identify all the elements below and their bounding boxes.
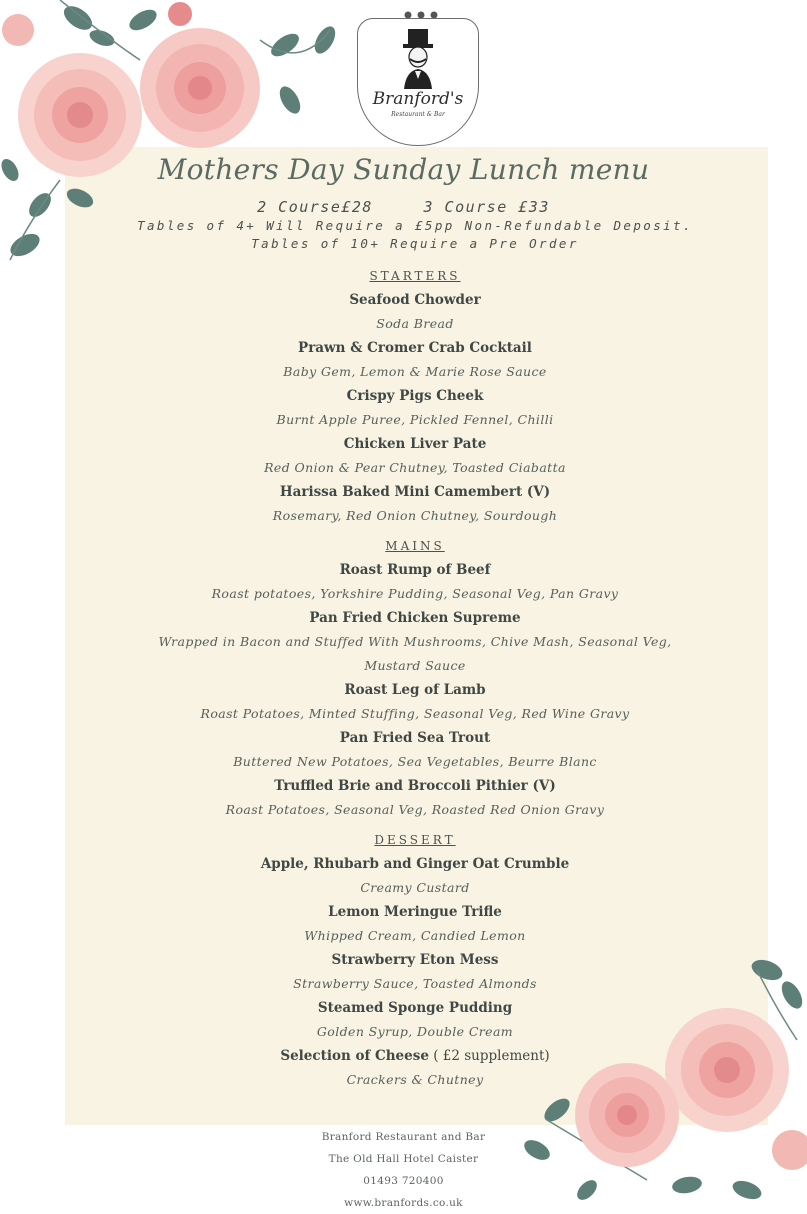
main-description-continued: Mustard Sauce — [364, 658, 466, 673]
main-name: Pan Fried Sea Trout — [339, 730, 491, 746]
starters-heading: STARTERS — [369, 269, 461, 283]
footer — [0, 1126, 807, 1214]
main-description: Wrapped in Bacon and Stuffed With Mushrooms, Chive Mash, Seasonal Veg, — [158, 634, 672, 649]
two-course-price: 2 Course£28 — [257, 198, 373, 216]
starter-name: Prawn & Cromer Crab Cocktail — [298, 340, 532, 356]
footer-phone: 01493 720400 — [363, 1175, 444, 1187]
dessert-name: Selection of Cheese — [280, 1048, 429, 1064]
dessert-heading: DESSERT — [374, 833, 456, 847]
main-name: Roast Rump of Beef — [339, 562, 491, 578]
menu-title: Mothers Day Sunday Lunch menu — [157, 153, 650, 186]
starter-description: Baby Gem, Lemon & Marie Rose Sauce — [283, 364, 547, 379]
restaurant-logo — [357, 18, 479, 146]
supplement-note: ( £2 supplement) — [428, 1048, 550, 1064]
dessert-name: Apple, Rhubarb and Ginger Oat Crumble — [260, 856, 570, 872]
dessert-description: Strawberry Sauce, Toasted Almonds — [293, 976, 537, 991]
dessert-list — [0, 852, 807, 1092]
mains-list — [0, 558, 807, 822]
main-name: Truffled Brie and Broccoli Pithier (V) — [274, 778, 556, 794]
starter-description: Soda Bread — [376, 316, 454, 331]
footer-website-link[interactable]: www.branfords.co.uk — [344, 1197, 463, 1209]
price-line — [0, 198, 807, 216]
preorder-note: Tables of 10+ Require a Pre Order — [251, 236, 579, 251]
starter-name: Chicken Liver Pate — [343, 436, 487, 452]
main-name: Roast Leg of Lamb — [344, 682, 486, 698]
logo-subtitle: Restaurant & Bar — [391, 111, 445, 118]
dessert-name: Lemon Meringue Trifle — [328, 904, 502, 920]
dessert-name: Steamed Sponge Pudding — [317, 1000, 513, 1016]
dessert-description: Creamy Custard — [360, 880, 470, 895]
top-hat-gentleman-icon — [398, 27, 438, 89]
starters-list — [0, 288, 807, 528]
logo-name: Branford's — [372, 89, 464, 109]
main-description: Roast Potatoes, Seasonal Veg, Roasted Red Onion Gravy — [225, 802, 605, 817]
main-name: Pan Fried Chicken Supreme — [309, 610, 521, 626]
starter-description: Rosemary, Red Onion Chutney, Sourdough — [272, 508, 558, 523]
deposit-note: Tables of 4+ Will Require a £5pp Non-Refundable Deposit. — [137, 218, 693, 233]
starter-name: Crispy Pigs Cheek — [346, 388, 484, 404]
starter-description: Red Onion & Pear Chutney, Toasted Ciabatta — [264, 460, 566, 475]
footer-address: The Old Hall Hotel Caister — [328, 1153, 479, 1165]
starter-name: Harissa Baked Mini Camembert (V) — [279, 484, 551, 500]
dessert-description: Crackers & Chutney — [346, 1072, 484, 1087]
footer-restaurant-name: Branford Restaurant and Bar — [321, 1131, 486, 1143]
dessert-name: Strawberry Eton Mess — [331, 952, 499, 968]
mains-heading: MAINS — [385, 539, 445, 553]
starter-name: Seafood Chowder — [349, 292, 481, 308]
dessert-description: Whipped Cream, Candied Lemon — [304, 928, 526, 943]
dessert-description: Golden Syrup, Double Cream — [316, 1024, 514, 1039]
starter-description: Burnt Apple Puree, Pickled Fennel, Chilli — [276, 412, 554, 427]
main-description: Roast Potatoes, Minted Stuffing, Seasonal Veg, Red Wine Gravy — [200, 706, 630, 721]
dessert-name-with-supplement — [0, 1044, 807, 1068]
main-description: Roast potatoes, Yorkshire Pudding, Seasonal Veg, Pan Gravy — [211, 586, 619, 601]
three-course-price: 3 Course £33 — [423, 198, 550, 216]
main-description: Buttered New Potatoes, Sea Vegetables, Beurre Blanc — [233, 754, 597, 769]
menu-list — [0, 264, 807, 1092]
